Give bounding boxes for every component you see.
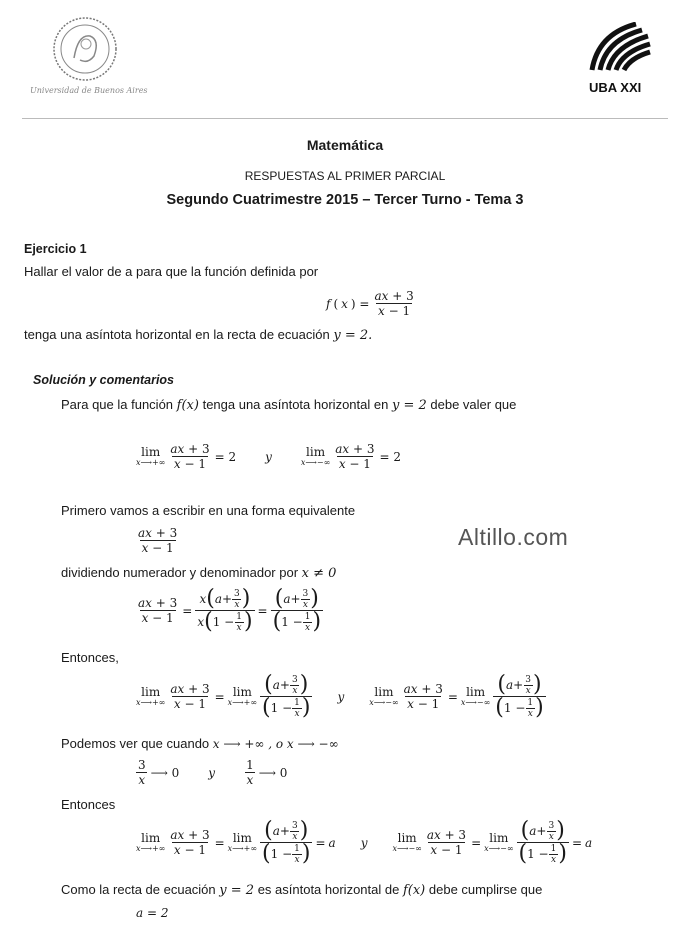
paragraph-4: Entonces,	[61, 650, 119, 665]
watermark: Altillo.com	[458, 524, 569, 550]
exercise-statement: Hallar el valor de a para que la función definida por	[24, 264, 319, 279]
condition-line: tenga una asíntota horizontal en la recta de ecuación y = 2.	[24, 327, 373, 343]
uba-xxi-text: UBA XXI	[589, 80, 642, 95]
equivalent-form: $\frac{ax + 3}{x - 1}$ = x ( a + $\frac{3}{x}$ ) x ( 1 − $\frac{1}{x}$ ) = ( a + $\frac{3}{x}$ ) ( 1 − $\frac{1}{x}$ )	[138, 586, 322, 634]
paragraph-3: dividiendo numerador y denominador por x ≠ 0	[61, 565, 337, 581]
subtitle: RESPUESTAS AL PRIMER PARCIAL	[244, 169, 446, 183]
term-title: Segundo Cuatrimestre 2015 – Tercer Turno - Tema 3	[166, 192, 524, 208]
paragraph-6: Entonces	[61, 797, 116, 812]
paragraph-1: Para que la función f(x) tenga una asíntota horizontal en y = 2 debe valer que	[61, 397, 517, 413]
limits-result: lim x⟶+∞ $\frac{ax + 3}{x - 1}$ = lim x⟶+∞ ( a + $\frac{3}{x}$ ) ( 1 − $\frac{1}{x}$ ) = a y lim x⟶−∞ $\frac{ax + 3}{x - 1}$ = lim x⟶−∞ ( a + $\frac{3}{x}$ ) ( 1 − $\frac{1}{x}$ ) = a	[136, 818, 593, 866]
exercise-heading: Ejercicio 1	[24, 242, 87, 256]
uba-xxi-logo	[588, 22, 652, 74]
paragraph-2: Primero vamos a escribir en una forma equivalente	[61, 503, 356, 518]
uba-seal-logo	[50, 14, 120, 84]
university-caption: Universidad de Buenos Aires	[30, 86, 148, 95]
function-definition: f ( x ) = $\frac{ax + 3}{x - 1}$	[326, 289, 414, 318]
paragraph-7: Como la recta de ecuación y = 2 es asíntota horizontal de f(x) debe cumplirse que	[61, 882, 543, 898]
solution-heading: Solución y comentarios	[33, 373, 175, 387]
limit-condition: lim x⟶+∞ $\frac{ax + 3}{x - 1}$ = 2 y lim x⟶−∞ $\frac{ax + 3}{x - 1}$ = 2	[136, 442, 402, 471]
header-divider	[22, 118, 668, 119]
terms-to-zero: $\frac{3}{x}$ ⟶ 0 y $\frac{1}{x}$ ⟶ 0	[138, 758, 288, 787]
paragraph-5: Podemos ver que cuando x ⟶ +∞ , o x ⟶ −∞	[61, 736, 339, 751]
final-answer: a = 2	[136, 906, 169, 920]
limits-rewritten: lim x⟶+∞ $\frac{ax + 3}{x - 1}$ = lim x⟶+∞ ( a + $\frac{3}{x}$ ) ( 1 − $\frac{1}{x}$ ) y lim x⟶−∞ $\frac{ax + 3}{x - 1}$ = lim x⟶−∞ ( a + $\frac{3}{x}$ ) ( 1 − $\frac{1}{x}$ )	[136, 672, 544, 720]
fraction-expression: $\frac{ax + 3}{x - 1}$	[138, 526, 178, 555]
subject-title: Matemática	[306, 137, 384, 153]
